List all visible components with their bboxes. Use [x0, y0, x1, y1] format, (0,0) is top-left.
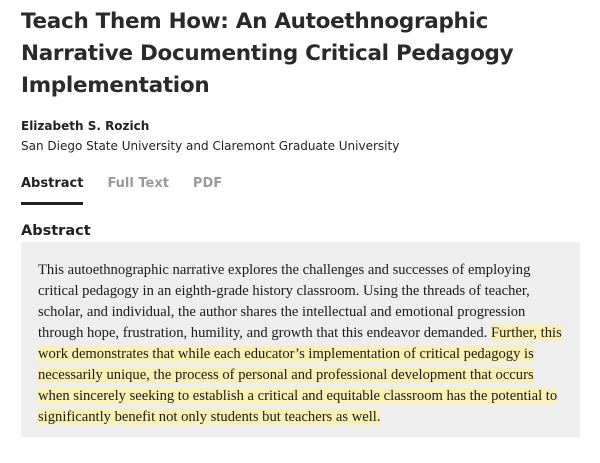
tab-full-text[interactable]: Full Text [107, 176, 169, 191]
abstract-heading: Abstract [21, 223, 91, 239]
article-author: Elizabeth S. Rozich [21, 119, 150, 133]
article-title: Teach Them How: An Autoethnographic Narrative Documenting Critical Pedagogy Implementation [21, 9, 514, 98]
article-page [21, 0, 581, 241]
article-tabs [21, 175, 581, 205]
author-affiliation: San Diego State University and Claremont Graduate University [21, 139, 400, 153]
tab-abstract[interactable]: Abstract [21, 175, 83, 205]
abstract-text [38, 260, 566, 428]
abstract-text-highlighted: Further, this work demonstrates that while each educator’s implementation of critical pedagogy is necessarily unique, the process of personal and professional development that occurs when sincerely seeking to establish a critical and equitable classroom has the potential to significantly benefit not only students but teachers as well. [38, 325, 562, 425]
abstract-text-plain: This autoethnographic narrative explores the challenges and successes of employing critical pedagogy in an eighth-grade history classroom. Using the threads of teacher, scholar, and individual, the author shares the intellectual and emotional progression through hope, frustration, humility, and growth that this endeavor demanded. [38, 262, 531, 341]
abstract-box [21, 242, 580, 437]
tab-pdf[interactable]: PDF [192, 176, 223, 191]
